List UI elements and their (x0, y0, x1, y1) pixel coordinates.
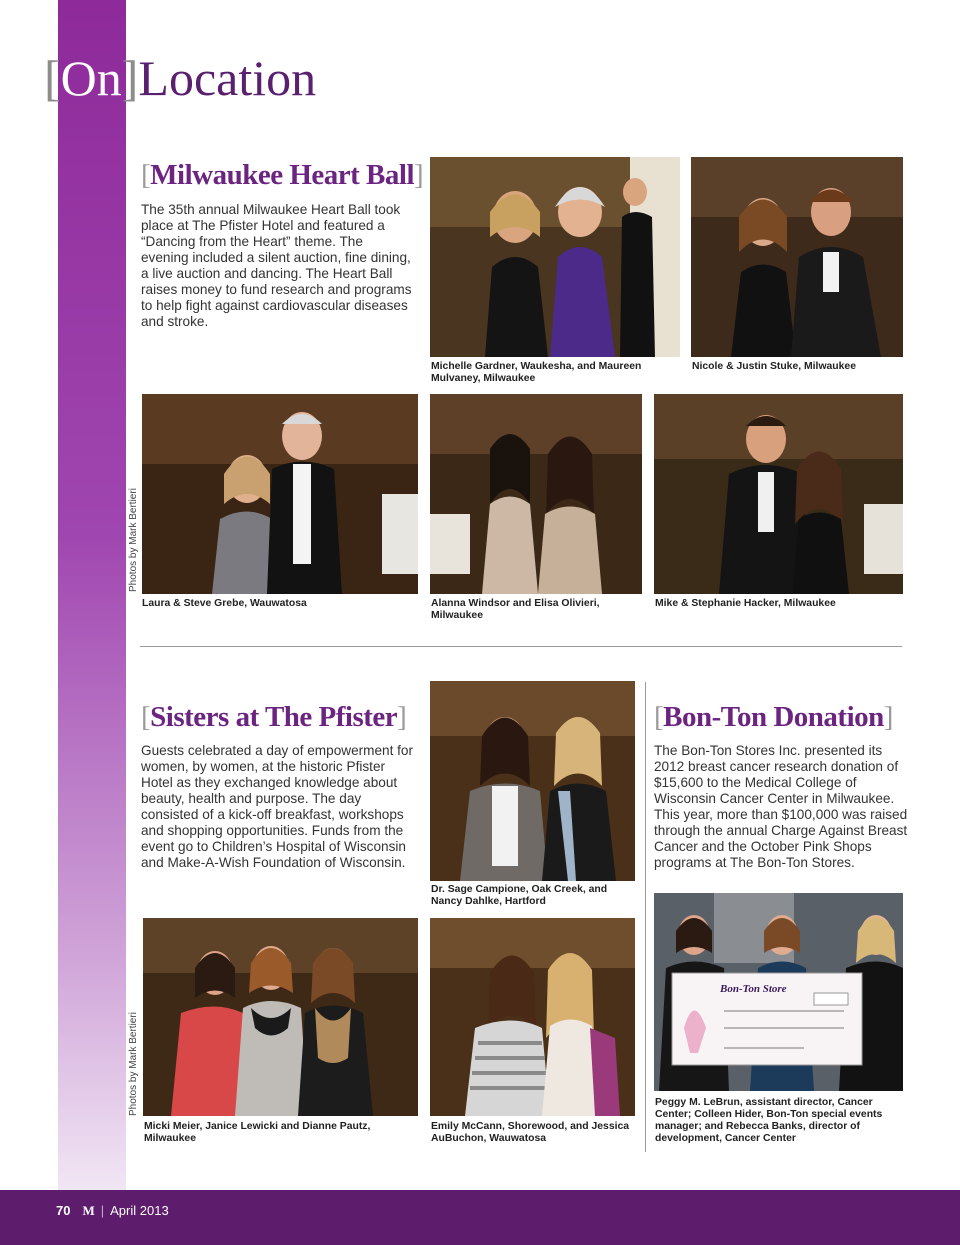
purple-side-bar (58, 0, 126, 1190)
heading-bracket-right: ] (414, 159, 424, 191)
photo-campione-dahlke (430, 681, 635, 881)
photo-hacker (654, 394, 903, 594)
column-divider (645, 682, 646, 1152)
title-location: Location (138, 50, 317, 106)
heading-bracket-left: [ (141, 701, 151, 733)
photo-credit: Photos by Mark Bertieri (128, 488, 139, 592)
footer-separator: | (100, 1203, 105, 1218)
photo-meier-lewicki-pautz (143, 918, 418, 1116)
heading-bracket-left: [ (141, 159, 151, 191)
caption-meier-lewicki-pautz: Micki Meier, Janice Lewicki and Dianne Pautz, Milwaukee (144, 1121, 371, 1144)
photo-grebe (142, 394, 418, 594)
photo-check-presentation (654, 893, 903, 1091)
page-title (44, 50, 316, 106)
title-bracket-left: [ (44, 50, 61, 106)
caption-windsor-olivieri: Alanna Windsor and Elisa Olivieri, Milwaukee (431, 598, 600, 621)
caption-gardner-mulvaney: Michelle Gardner, Waukesha, and Maureen Mulvaney, Milwaukee (431, 361, 642, 384)
page-number: 70 (56, 1203, 71, 1218)
sisters-heading (141, 700, 406, 734)
photo-stuke (691, 157, 903, 357)
sisters-body: Guests celebrated a day of empowerment for women, by women, at the historic Pfister Hotel as they exchanged knowledge about beauty, health and purpose. The day consisted of a kick-off breakfast, workshops and shopping opportunities. Funds from the event go to Children’s Hospital of Wisconsin and Make-A-Wish Foundation of Wisconsin. (141, 743, 414, 870)
caption-campione-dahlke: Dr. Sage Campione, Oak Creek, and Nancy Dahlke, Hartford (431, 884, 608, 907)
heart-ball-body: The 35th annual Milwaukee Heart Ball took place at The Pfister Hotel and featured a “Dancing from the Heart” theme. The evening included a silent auction, fine dining, a live auction and dancing. The Heart Ball raises money to fund research and programs to help fight against cardiovascular diseases and stroke. (141, 202, 412, 329)
title-on: On (60, 50, 122, 106)
bonton-heading (654, 700, 893, 734)
caption-check-presentation: Peggy M. LeBrun, assistant director, Cancer Center; Colleen Hider, Bon-Ton special events manager; and Rebecca Banks, director of development, Cancer Center (655, 1097, 883, 1144)
bonton-heading-text: Bon-Ton Donation (663, 701, 884, 733)
heading-bracket-right: ] (883, 701, 893, 733)
magazine-logo: M (82, 1203, 95, 1218)
heart-ball-heading-text: Milwaukee Heart Ball (150, 159, 415, 191)
caption-hacker: Mike & Stephanie Hacker, Milwaukee (655, 598, 836, 609)
heart-ball-heading (141, 158, 423, 192)
section-divider (140, 646, 902, 647)
heading-bracket-right: ] (397, 701, 407, 733)
photo-gardner-mulvaney (430, 157, 680, 357)
caption-grebe: Laura & Steve Grebe, Wauwatosa (142, 598, 307, 609)
check-payee: Bon-Ton Store (720, 983, 787, 995)
title-bracket-right: ] (121, 50, 139, 106)
issue-date: April 2013 (110, 1203, 169, 1218)
bonton-body: The Bon-Ton Stores Inc. presented its 2012 breast cancer research donation of $15,600 to the Medical College of Wisconsin Cancer Center in Milwaukee. This year, more than $100,000 was raised through the annual Charge Against Breast Cancer and the October Pink Shops programs at The Bon-Ton Stores. (654, 743, 908, 870)
photo-credit: Photos by Mark Bertieri (128, 1012, 139, 1116)
caption-mccann-aubuchon: Emily McCann, Shorewood, and Jessica AuBuchon, Wauwatosa (431, 1121, 630, 1144)
footer-info (56, 1203, 169, 1219)
sisters-heading-text: Sisters at The Pfister (150, 701, 398, 733)
photo-mccann-aubuchon (430, 918, 635, 1116)
photo-windsor-olivieri (430, 394, 642, 594)
heading-bracket-left: [ (654, 701, 664, 733)
caption-stuke: Nicole & Justin Stuke, Milwaukee (692, 361, 856, 372)
